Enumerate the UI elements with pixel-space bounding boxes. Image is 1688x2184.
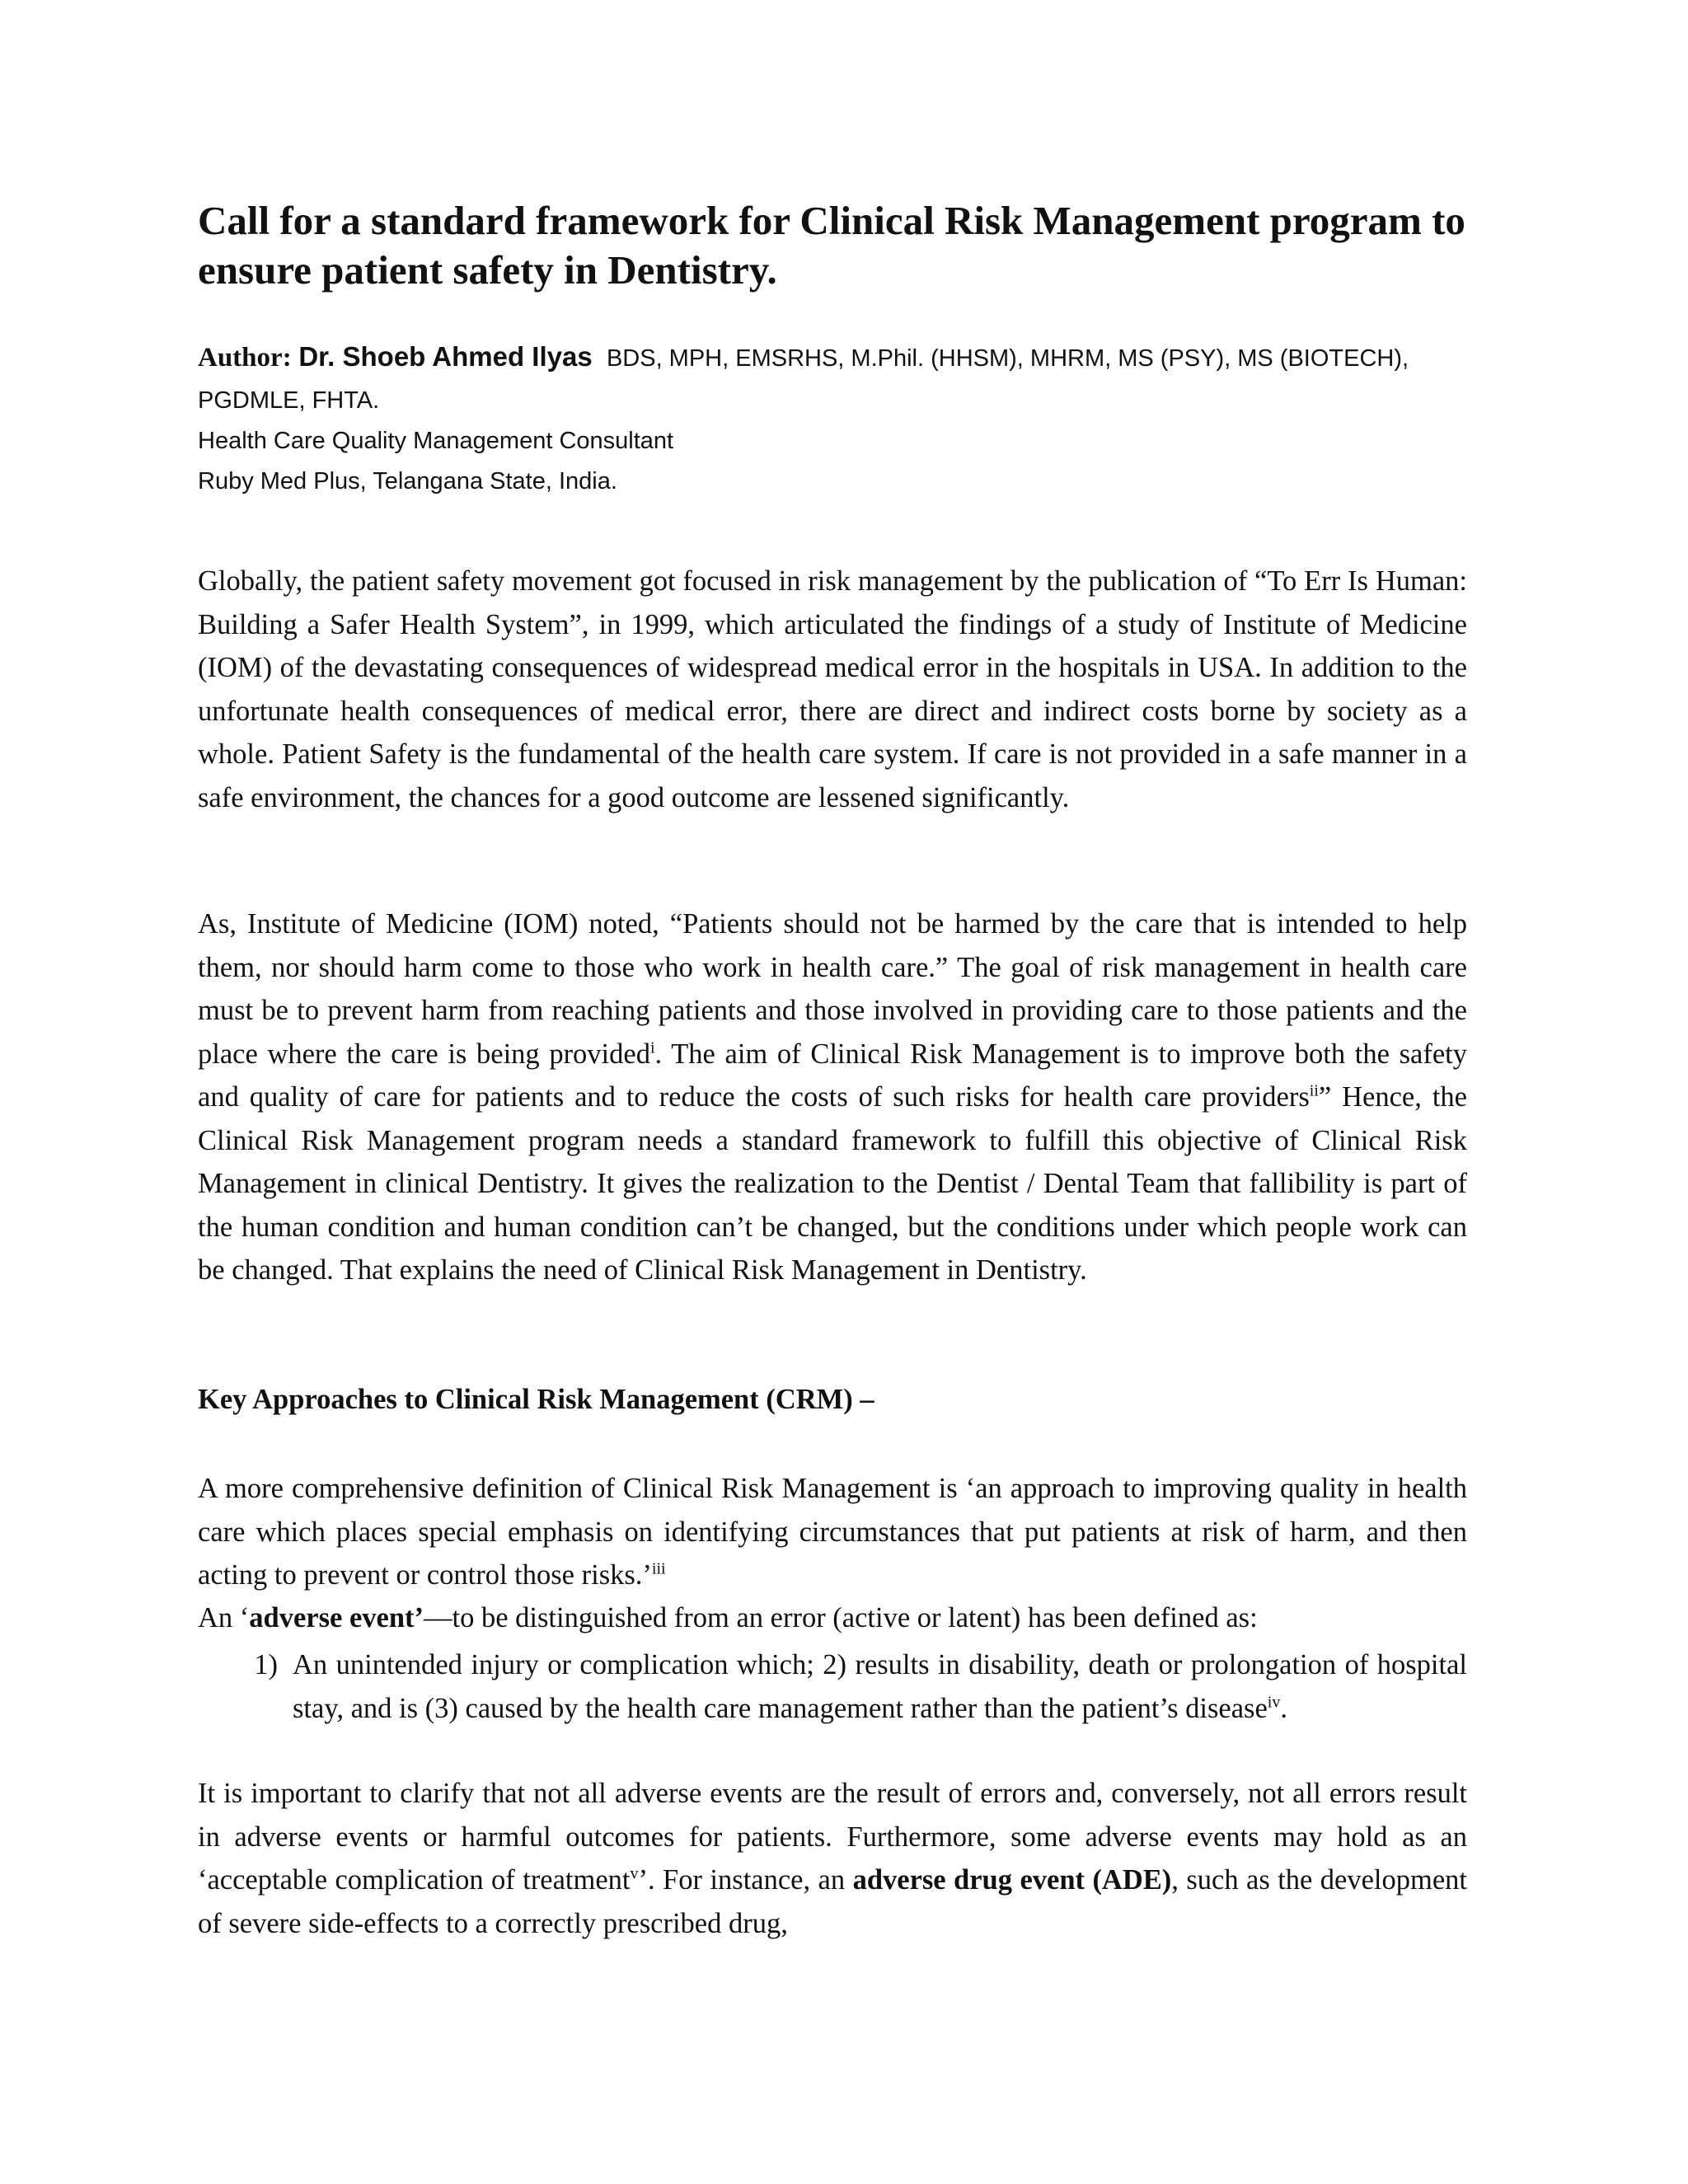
list-item	[198, 1643, 1467, 1730]
author-role: Health Care Quality Management Consultant	[198, 428, 674, 454]
list-item-text: An unintended injury or complication which; 2) results in disability, death or prolongation of hospital stay, and is (3) caused by the health care management rather than the patient’s disease$^{iv}$.	[293, 1649, 1467, 1724]
document-title: Call for a standard framework for Clinical Risk Management program to ensure patient safety in Dentistry.	[198, 198, 1465, 293]
paragraph-adverse-event: An ‘adverse event’––to be distinguished from an error (active or latent) has been defined as:	[198, 1602, 1258, 1633]
list-item-number: 1)	[254, 1649, 278, 1680]
footnote-ref-v[interactable]: v	[630, 1864, 639, 1883]
footnote-ref-i[interactable]: i	[649, 1038, 655, 1057]
paragraph-definition: A more comprehensive definition of Clinical Risk Management is ‘an approach to improving quality in health care which places special emphasis on identifying circumstances that put patients at risk of harm, and then acting to prevent or control those risks.’$^{iii}$	[198, 1473, 1467, 1591]
author-block	[198, 336, 1467, 502]
numbered-list	[198, 1643, 1467, 1730]
paragraph-clarification: It is important to clarify that not all adverse events are the result of errors and, conversely, not all errors result in adverse events or harmful outcomes for patients. Furthermore, some adverse events may hold as an ‘acceptable complication of treatment$^v$’. For instance, an adverse drug event (ADE), such as the development of severe side-effects to a correctly prescribed drug,	[198, 1778, 1467, 1939]
section-heading: Key Approaches to Clinical Risk Management (CRM) –	[198, 1384, 874, 1415]
footnote-ref-ii[interactable]: ii	[1309, 1081, 1319, 1100]
footnote-ref-iii[interactable]: iii	[651, 1559, 666, 1578]
paragraph-iom: As, Institute of Medicine (IOM) noted, “Patients should not be harmed by the care that is intended to help them, nor should harm come to those who work in health care.” The goal of risk management in health care must be to prevent harm from reaching patients and those involved in providing care to those patients and the place where the care is being provided$^i$. The aim of Clinical Risk Management is to improve both the safety and quality of care for patients and to reduce the costs of such risks for health care providers$^{ii}$” Hence, the Clinical Risk Management program needs a standard framework to fulfill this objective of Clinical Risk Management in clinical Dentistry. It gives the realization to the Dentist / Dental Team that fallibility is part of the human condition and human condition can’t be changed, but the conditions under which people work can be changed. That explains the need of Clinical Risk Management in Dentistry.	[198, 908, 1467, 1286]
author-name: Dr. Shoeb Ahmed Ilyas	[298, 341, 593, 372]
footnote-ref-iv[interactable]: iv	[1267, 1693, 1281, 1711]
author-credentials: BDS, MPH, EMSRHS, M.Phil. (HHSM), MHRM, MS (PSY), MS (BIOTECH), PGDMLE, FHTA.	[198, 345, 1409, 414]
author-affiliation: Ruby Med Plus, Telangana State, India.	[198, 468, 617, 494]
author-label: Author:	[198, 343, 292, 373]
paragraph-intro: Globally, the patient safety movement got focused in risk management by the publication of “To Err Is Human: Building a Safer Health System”, in 1999, which articulated the findings of a study of Institute of Medicine (IOM) of the devastating consequences of widespread medical error in the hospitals in USA. In addition to the unfortunate health consequences of medical error, there are direct and indirect costs borne by society as a whole. Patient Safety is the fundamental of the health care system. If care is not provided in a safe manner in a safe environment, the chances for a good outcome are lessened significantly.	[198, 565, 1467, 813]
